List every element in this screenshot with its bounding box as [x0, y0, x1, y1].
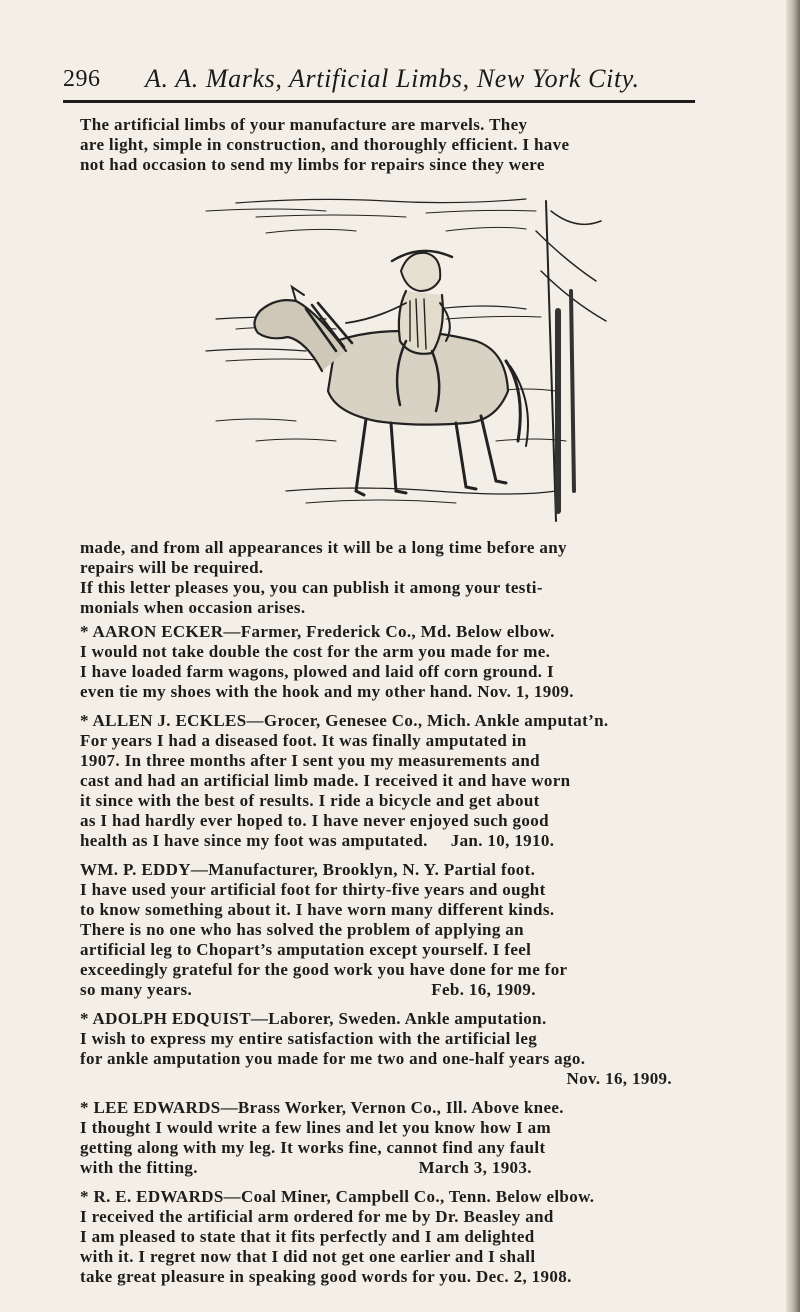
testimonial-heading: * ADOLPH EDQUIST—Laborer, Sweden. Ankle amputation. — [80, 1009, 547, 1028]
testimonial-line: I am pleased to state that it fits perfectly and I am delighted — [80, 1227, 535, 1246]
intro-line: not had occasion to send my limbs for repairs since they were — [80, 155, 545, 174]
intro-line: are light, simple in construction, and thoroughly efficient. I have — [80, 135, 570, 154]
horseback-rider-illustration — [196, 191, 616, 523]
testimonials-list — [80, 622, 712, 1296]
testimonial-entry — [80, 622, 712, 702]
continuation-line: made, and from all appearances it will be a long time before any — [80, 538, 567, 557]
testimonial-line: take great pleasure in speaking good words for you. Dec. 2, 1908. — [80, 1267, 572, 1286]
page-number: 296 — [63, 66, 101, 92]
intro-line: The artificial limbs of your manufacture are marvels. They — [80, 115, 528, 134]
testimonial-heading: * AARON ECKER—Farmer, Frederick Co., Md. Below elbow. — [80, 622, 555, 641]
testimonial-line: There is no one who has solved the problem of applying an — [80, 920, 524, 939]
testimonial-heading: * R. E. EDWARDS—Coal Miner, Campbell Co., Tenn. Below elbow. — [80, 1187, 595, 1206]
testimonial-line: as I had hardly ever hoped to. I have never enjoyed such good — [80, 811, 549, 830]
testimonial-entry — [80, 1009, 712, 1089]
page-edge-shadow — [786, 0, 800, 1312]
testimonial-entry — [80, 860, 712, 1000]
testimonial-line: 1907. In three months after I sent you my measurements and — [80, 751, 540, 770]
testimonial-heading: WM. P. EDDY—Manufacturer, Brooklyn, N. Y. Partial foot. — [80, 860, 536, 879]
continuation-line: monials when occasion arises. — [80, 598, 306, 617]
testimonial-line: so many years. Feb. 16, 1909. — [80, 980, 536, 999]
testimonial-line: cast and had an artificial limb made. I received it and have worn — [80, 771, 571, 790]
testimonial-heading: * LEE EDWARDS—Brass Worker, Vernon Co., Ill. Above knee. — [80, 1098, 564, 1117]
testimonial-line: even tie my shoes with the hook and my other hand. Nov. 1, 1909. — [80, 682, 574, 701]
running-title: A. A. Marks, Artificial Limbs, New York City. — [145, 64, 640, 93]
continuation-paragraph — [80, 538, 712, 618]
header-rule — [63, 100, 695, 103]
testimonial-line: For years I had a diseased foot. It was finally amputated in — [80, 731, 527, 750]
testimonial-line: health as I have since my foot was amputated. Jan. 10, 1910. — [80, 831, 555, 850]
continuation-line: If this letter pleases you, you can publish it among your testi- — [80, 578, 543, 597]
testimonial-line: with it. I regret now that I did not get one earlier and I shall — [80, 1247, 536, 1266]
page-header — [63, 62, 703, 102]
testimonial-line: I have loaded farm wagons, plowed and laid off corn ground. I — [80, 662, 554, 681]
intro-paragraph — [80, 115, 712, 175]
testimonial-line: for ankle amputation you made for me two and one-half years ago. — [80, 1049, 586, 1068]
continuation-line: repairs will be required. — [80, 558, 264, 577]
testimonial-entry — [80, 1187, 712, 1287]
testimonial-line: it since with the best of results. I ride a bicycle and get about — [80, 791, 540, 810]
testimonial-line: to know something about it. I have worn many different kinds. — [80, 900, 555, 919]
testimonial-line: with the fitting. March 3, 1903. — [80, 1158, 532, 1177]
testimonial-line: I wish to express my entire satisfaction with the artificial leg — [80, 1029, 538, 1048]
testimonial-line: I thought I would write a few lines and let you know how I am — [80, 1118, 551, 1137]
testimonial-line: I would not take double the cost for the arm you made for me. — [80, 642, 551, 661]
testimonial-entry — [80, 711, 712, 851]
testimonial-date: Nov. 16, 1909. — [566, 1069, 672, 1088]
testimonial-line: exceedingly grateful for the good work you have done for me for — [80, 960, 568, 979]
testimonial-line: artificial leg to Chopart’s amputation except yourself. I feel — [80, 940, 532, 959]
testimonial-line: getting along with my leg. It works fine, cannot find any fault — [80, 1138, 546, 1157]
testimonial-line: I received the artificial arm ordered for me by Dr. Beasley and — [80, 1207, 554, 1226]
testimonial-entry — [80, 1098, 712, 1178]
testimonial-line: I have used your artificial foot for thirty-five years and ought — [80, 880, 546, 899]
testimonial-heading: * ALLEN J. ECKLES—Grocer, Genesee Co., Mich. Ankle amputat’n. — [80, 711, 609, 730]
